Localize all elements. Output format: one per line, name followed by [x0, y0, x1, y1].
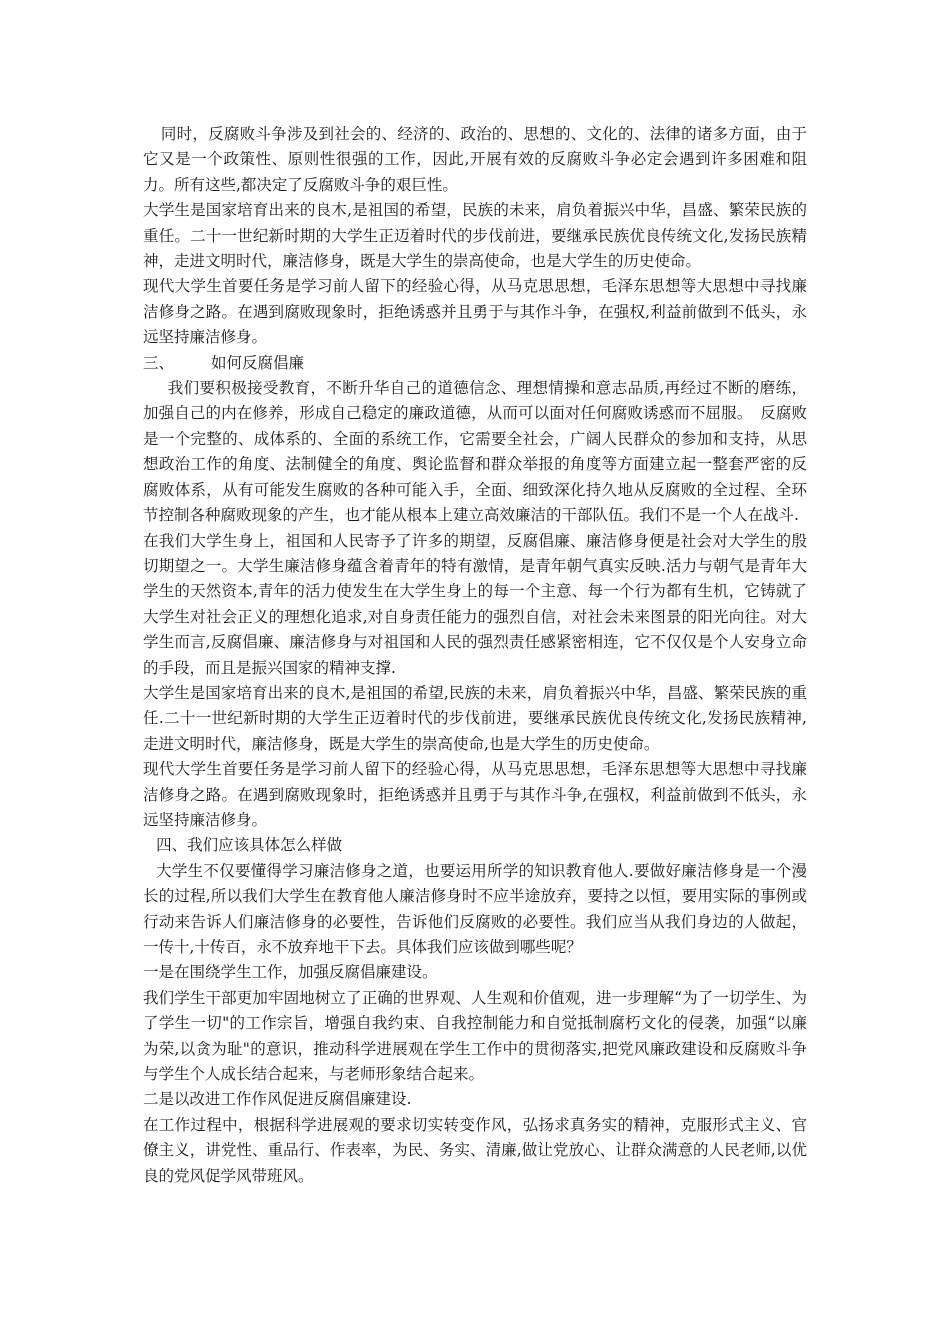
document-body: [143, 122, 807, 1189]
section-heading-three: [143, 351, 807, 376]
section-number: 三、: [143, 353, 175, 372]
paragraph-students-mission-repeat: 大学生是国家培育出来的良木,是祖国的希望,民族的未来，肩负着振兴中华，昌盛、繁荣民族的重任.二十一世纪新时期的大学生正迈着时代的步伐前进，要继承民族优良传统文化,发扬民族精神,走进文明时代，廉洁修身，既是大学生的崇高使命,也是大学生的历史使命。: [143, 683, 807, 753]
paragraph-students-task: 现代大学生首要任务是学习前人留下的经验心得，从马克思思想，毛泽东思想等大思想中寻找廉洁修身之路。在遇到腐败现象时，拒绝诱惑并且勇于与其作斗争，在强权,利益前做到不低头，永远坚持廉洁修身。: [143, 277, 807, 347]
section-heading-four: 四、我们应该具体怎么样做: [156, 836, 343, 855]
point-two-heading: 二是以改进工作作风促进反腐倡廉建设.: [143, 1090, 412, 1109]
paragraph-teach-others: 大学生不仅要懂得学习廉洁修身之道，也要运用所学的知识教育他人.要做好廉洁修身是一个漫长的过程,所以我们大学生在教育他人廉洁修身时不应半途放弃，要持之以恒，要用实际的事例或行动来告诉人们廉洁修身的必要性，告诉他们反腐败的必要性。我们应当从我们身边的人做起，一传十,十传百，永不放弃地干下去。具体我们应该做到哪些呢？: [143, 861, 807, 956]
paragraph-work-style: 在工作过程中，根据科学进展观的要求切实转变作风，弘扬求真务实的精神，克服形式主义、官僚主义，讲党性、重品行、作表率，为民、务实、清廉,做让党放心、让群众满意的人民老师,以优良的党风促学风带班风。: [143, 1115, 807, 1185]
paragraph-expectations: 在我们大学生身上，祖国和人民寄予了许多的期望，反腐倡廉、廉洁修身便是社会对大学生的殷切期望之一。大学生廉洁修身蕴含着青年的特有激情，是青年朝气真实反映.活力与朝气是青年大学生的天然资本,青年的活力使发生在大学生身上的每一个主意、每一个行为都有生机，它铸就了大学生对社会正义的理想化追求,对自身责任能力的强烈自信，对社会未来图景的阳光向往。对大学生而言,反腐倡廉、廉洁修身与对祖国和人民的强烈责任感紧密相连，它不仅仅是个人安身立命的手段，而且是振兴国家的精神支撑.: [143, 531, 807, 677]
paragraph-students-task-repeat: 现代大学生首要任务是学习前人留下的经验心得，从马克思思想，毛泽东思想等大思想中寻找廉洁修身之路。在遇到腐败现象时，拒绝诱惑并且勇于与其作斗争,在强权，利益前做到不低头，永远坚持廉洁修身。: [143, 760, 807, 829]
paragraph-education: 我们要积极接受教育，不断升华自己的道德信念、理想情操和意志品质,再经过不断的磨练，加强自己的内在修养，形成自己稳定的廉政道德，从而可以面对任何腐败诱惑而不屈服。 反腐败是一个完整的、成体系的、全面的系统工作，它需要全社会，广阔人民群众的参加和支持，从思想政治工作的角度、法制健全的角度、舆论监督和群众举报的角度等方面建立起一整套严密的反腐败体系，从有可能发生腐败的各种可能入手，全面、细致深化持久地从反腐败的全过程、全环节控制各种腐败现象的产生，也才能从根本上建立高效廉洁的干部队伍。我们不是一个人在战斗.: [143, 379, 807, 525]
paragraph-difficulty: 同时，反腐败斗争涉及到社会的、经济的、政治的、思想的、文化的、法律的诸多方面，由于它又是一个政策性、原则性很强的工作，因此,开展有效的反腐败斗争必定会遇到许多困难和阻力。所有这些,都决定了反腐败斗争的艰巨性。: [143, 125, 807, 194]
paragraph-student-cadres: 我们学生干部更加牢固地树立了正确的世界观、人生观和价值观，进一步理解“为了一切学生、为了学生一切"的工作宗旨，增强自我约束、自我控制能力和自觉抵制腐朽文化的侵袭，加强“以廉为荣,以贪为耻"的意识，推动科学进展观在学生工作中的贯彻落实,把党风廉政建设和反腐败斗争与学生个人成长结合起来，与老师形象结合起来。: [143, 988, 807, 1084]
point-one-heading: 一是在围绕学生工作，加强反腐倡廉建设。: [143, 963, 438, 982]
section-title: 如何反腐倡廉: [211, 353, 305, 372]
paragraph-students-mission: 大学生是国家培育出来的良木,是祖国的希望，民族的未来，肩负着振兴中华，昌盛、繁荣民族的重任。二十一世纪新时期的大学生正迈着时代的步伐前进，要继承民族优良传统文化,发扬民族精神，走进文明时代，廉洁修身，既是大学生的崇高使命，也是大学生的历史使命。: [143, 201, 807, 271]
